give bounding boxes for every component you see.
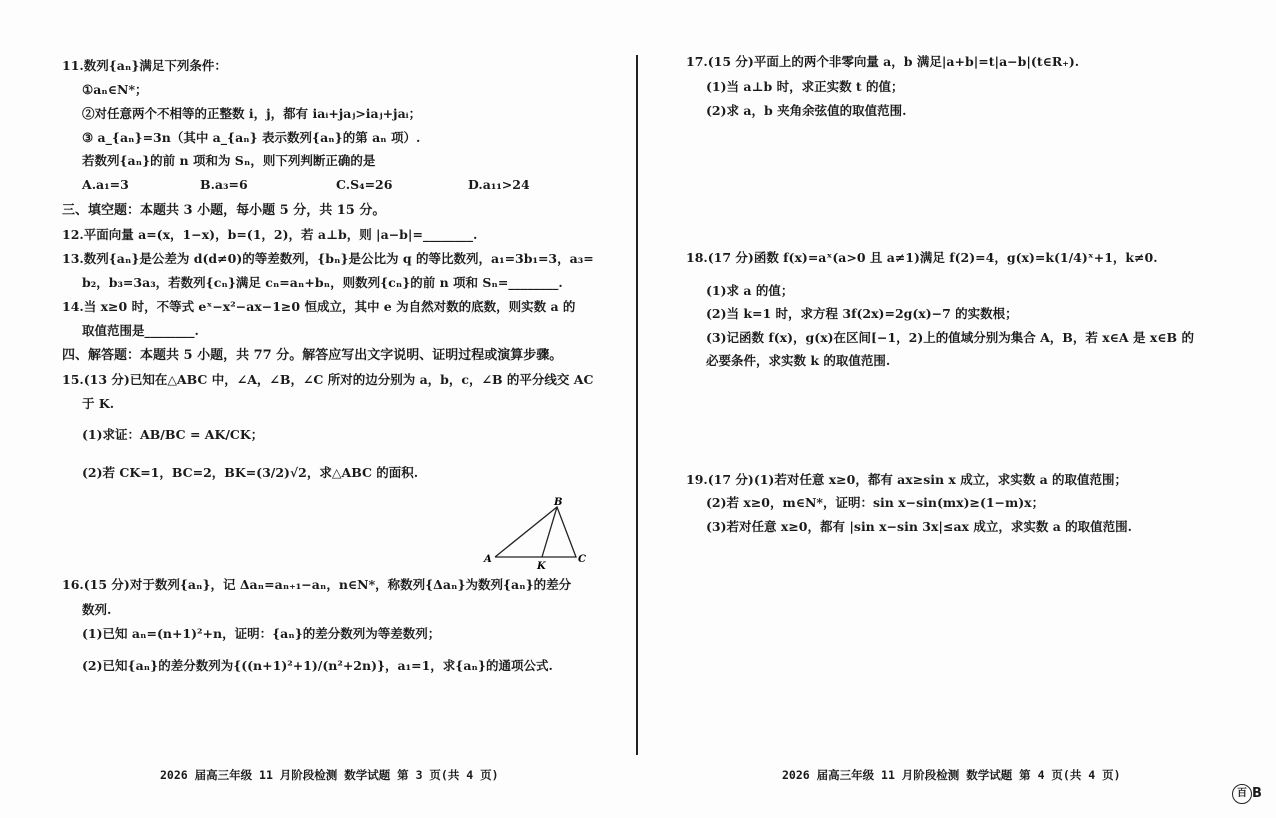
corner-mark-letter: B <box>1252 786 1262 801</box>
q11-option-b: B.a₃=6 <box>200 177 248 192</box>
section-4-heading: 四、解答题：本题共 5 小题，共 77 分。解答应写出文字说明、证明过程或演算步骤。 <box>62 348 563 363</box>
footer-page-3: 2026 届高三年级 11 月阶段检测 数学试题 第 3 页(共 4 页) <box>160 768 499 782</box>
q11-condition-2: ②对任意两个不相等的正整数 i，j，都有 iaᵢ+jaⱼ>iaⱼ+jaᵢ； <box>82 106 422 121</box>
q11-option-d: D.a₁₁>24 <box>468 177 530 192</box>
corner-mark-icon: 百 <box>1232 784 1252 804</box>
q13-line1: 13.数列{aₙ}是公差为 d(d≠0)的等差数列，{bₙ}是公比为 q 的等比数列，a₁=3b₁=3，a₃= <box>62 251 594 266</box>
q16-line2: 数列. <box>82 602 112 617</box>
q16-part1: (1)已知 aₙ=(n+1)²+n，证明：{aₙ}的差分数列为等差数列； <box>82 626 441 641</box>
footer-page-4: 2026 届高三年级 11 月阶段检测 数学试题 第 4 页(共 4 页) <box>782 768 1121 782</box>
q19-part3: (3)若对任意 x≥0，都有 |sin x−sin 3x|≤ax 成立，求实数 a 的取值范围. <box>706 519 1133 534</box>
q11-condition-1: ①aₙ∈N*； <box>82 82 148 97</box>
q15-part1: (1)求证：AB/BC = AK/CK； <box>82 427 264 442</box>
q19-part2: (2)若 x≥0，m∈N*，证明：sin x−sin(mx)≥(1−m)x； <box>706 495 1045 510</box>
page-divider <box>636 55 638 755</box>
q11-ask: 若数列{aₙ}的前 n 项和为 Sₙ，则下列判断正确的是 <box>82 153 376 168</box>
label-c: C <box>578 554 586 565</box>
q17-part1: (1)当 a⊥b 时，求正实数 t 的值； <box>706 79 904 94</box>
triangle-figure <box>480 495 590 570</box>
bisector-bk <box>542 507 557 557</box>
q16-line1: 16.(15 分)对于数列{aₙ}，记 Δaₙ=aₙ₊₁−aₙ，n∈N*，称数列{Δaₙ}为数列{aₙ}的差分 <box>62 577 572 592</box>
q11-condition-3: ③ a_{aₙ}=3n（其中 a_{aₙ} 表示数列{aₙ}的第 aₙ 项）. <box>82 130 421 145</box>
q18-part2: (2)当 k=1 时，求方程 3f(2x)=2g(x)−7 的实数根； <box>706 306 1018 321</box>
section-3-heading: 三、填空题：本题共 3 小题，每小题 5 分，共 15 分。 <box>62 203 386 218</box>
q12: 12.平面向量 a=(x，1−x)，b=(1，2)，若 a⊥b，则 |a−b|=________. <box>62 227 478 242</box>
label-b: B <box>554 497 563 508</box>
q18-part3-line1: (3)记函数 f(x)，g(x)在区间[−1，2)上的值域分别为集合 A，B，若 x∈A 是 x∈B 的 <box>706 330 1194 345</box>
q17: 17.(15 分)平面上的两个非零向量 a，b 满足|a+b|=t|a−b|(t∈R₊). <box>686 54 1080 69</box>
q13-line2: b₂，b₃=3a₃，若数列{cₙ}满足 cₙ=aₙ+bₙ，则数列{cₙ}的前 n 项和 Sₙ=________. <box>82 275 563 290</box>
q15-line2: 于 K. <box>82 396 115 411</box>
q19: 19.(17 分)(1)若对任意 x≥0，都有 ax≥sin x 成立，求实数 a 的取值范围； <box>686 472 1128 487</box>
q16-part2: (2)已知{aₙ}的差分数列为{((n+1)²+1)/(n²+2n)}，a₁=1，求{aₙ}的通项公式. <box>82 658 553 673</box>
label-k: K <box>537 561 546 570</box>
q15-line1: 15.(13 分)已知在△ABC 中，∠A，∠B，∠C 所对的边分别为 a，b，c，∠B 的平分线交 AC <box>62 372 594 387</box>
q11-stem: 11.数列{aₙ}满足下列条件： <box>62 58 227 73</box>
q17-part2: (2)求 a，b 夹角余弦值的取值范围. <box>706 103 907 118</box>
q18: 18.(17 分)函数 f(x)=aˣ(a>0 且 a≠1)满足 f(2)=4，g(x)=k(1/4)ˣ+1，k≠0. <box>686 250 1158 265</box>
triangle-abc <box>495 507 576 557</box>
q11-option-a: A.a₁=3 <box>82 177 129 192</box>
label-a: A <box>484 554 492 565</box>
q14-line1: 14.当 x≥0 时，不等式 eˣ−x²−ax−1≥0 恒成立，其中 e 为自然对数的底数，则实数 a 的 <box>62 299 576 314</box>
q18-part3-line2: 必要条件，求实数 k 的取值范围. <box>706 353 891 368</box>
q18-part1: (1)求 a 的值； <box>706 283 794 298</box>
q15-part2: (2)若 CK=1，BC=2，BK=(3/2)√2，求△ABC 的面积. <box>82 465 419 480</box>
q14-line2: 取值范围是________. <box>82 323 199 338</box>
q11-option-c: C.S₄=26 <box>336 177 393 192</box>
